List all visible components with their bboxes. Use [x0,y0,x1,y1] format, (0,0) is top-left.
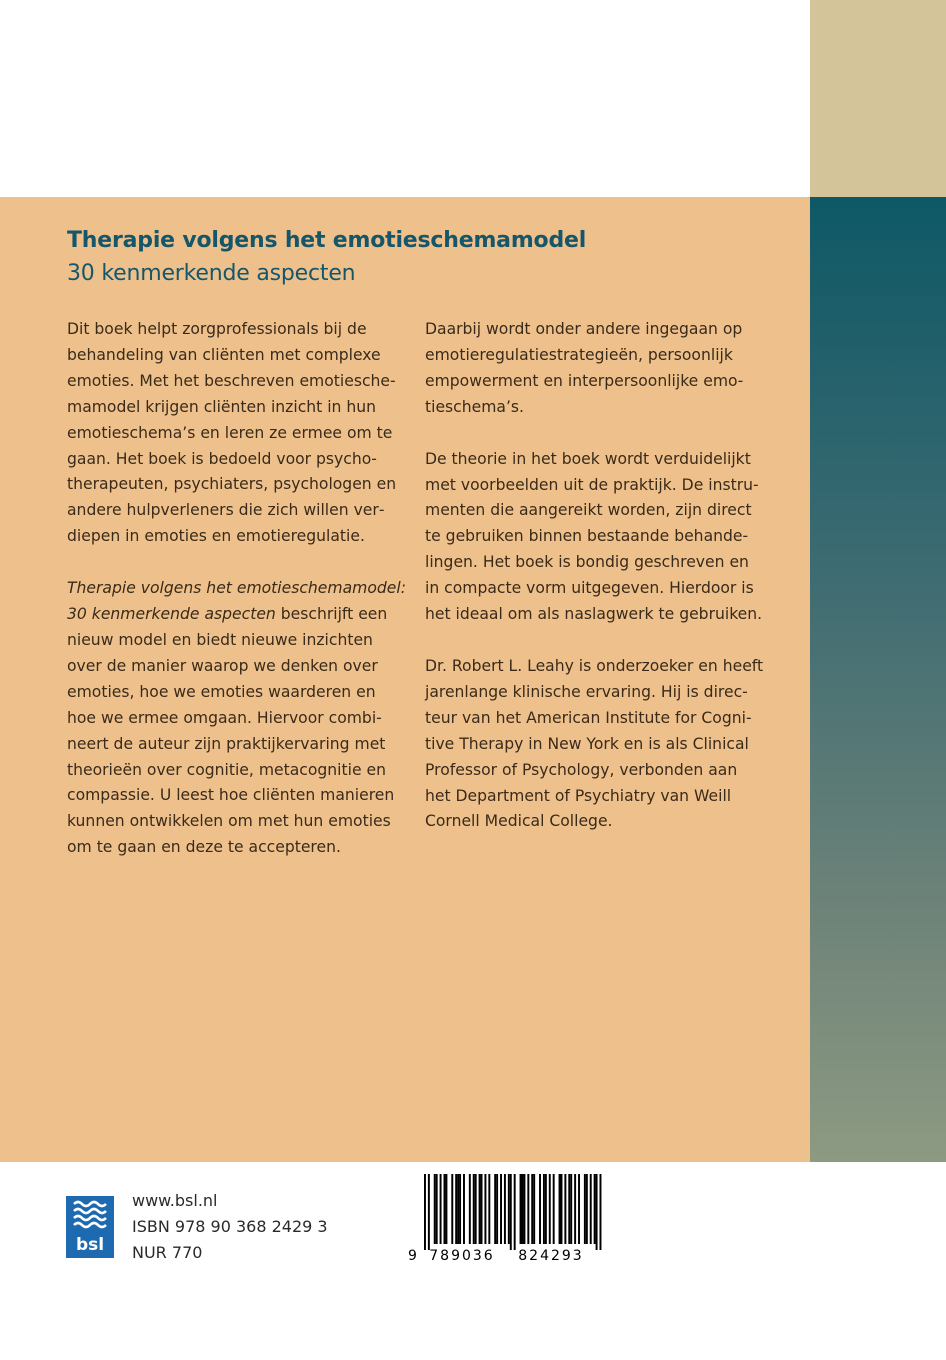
barcode-bar [584,1174,586,1244]
barcode-bar [520,1174,522,1244]
barcode-bar [600,1174,602,1250]
barcode-bar [469,1174,471,1244]
barcode-bar [451,1174,453,1244]
bsl-logo-waves-icon [66,1196,114,1236]
publisher-website: www.bsl.nl [132,1191,218,1210]
barcode-bar [494,1174,496,1244]
isbn-barcode [404,1172,604,1266]
right-paragraph-2: De theorie in het boek wordt verduidelijkt met voorbeelden uit de praktijk. De instrumenten die aangereikt worden, zijn direct te gebruiken binnen bestaande behandelingen. Het boek is bondig geschreven en in compacte vorm uitgegeven. Hierdoor is het ideaal om als naslagwerk te gebruiken. [425,449,763,624]
right-text-column [425,317,765,861]
barcode-bar [504,1174,506,1244]
barcode-bar [455,1174,457,1244]
barcode-bar [508,1174,510,1244]
left-paragraph-2 [67,576,407,861]
barcode-bar [473,1174,475,1244]
right-tan-block [810,0,946,197]
barcode-bar [459,1174,461,1244]
nur-code: NUR 770 [132,1243,203,1262]
barcode-bar [564,1174,566,1244]
publisher-info [132,1188,328,1266]
barcode-bar [444,1174,446,1244]
barcode-bar [500,1174,502,1244]
barcode-bar [445,1174,447,1244]
right-gradient-band [810,197,946,1162]
barcode-bar [514,1174,516,1250]
barcode-bar [596,1174,598,1250]
barcode-bar [539,1174,541,1244]
italic-book-title: Therapie volgens het emotieschemamodel: 30 kenmerkende aspecten [67,579,406,624]
barcode-bar [559,1174,561,1244]
barcode-bar [475,1174,477,1244]
barcode-bar [428,1174,430,1250]
barcode-bar [424,1174,426,1250]
barcode-bar [543,1174,545,1244]
barcode-first-digit: 9 [408,1248,417,1264]
barcode-bar [479,1174,481,1244]
right-paragraph-1: Daarbij wordt onder andere ingegaan op emotieregulatiestrategieën, persoonlijk empowerment en interpersoonlijke emotieschema’s. [425,320,744,416]
barcode-bar [533,1174,535,1244]
bsl-logo-text: bsl [75,1235,105,1255]
bsl-logo [66,1196,114,1258]
top-white-area [0,0,810,197]
barcode-bar [568,1174,570,1244]
barcode-bar [434,1174,436,1244]
barcode-bar [549,1174,551,1244]
barcode-bar [488,1174,490,1244]
barcode-group-2: 824293 [518,1248,584,1264]
barcode-bar [522,1174,524,1244]
barcode-bar [594,1174,596,1244]
barcode-bar [590,1174,592,1244]
barcode-bar [531,1174,533,1244]
barcode-group-1: 789036 [429,1248,495,1264]
barcode-bar [484,1174,486,1244]
barcode-bar [553,1174,555,1244]
book-subtitle: 30 kenmerkende aspecten [67,261,356,286]
barcode-bars [424,1174,601,1250]
barcode-bar [463,1174,465,1244]
left-paragraph-2-rest: beschrijft een nieuw model en biedt nieuwe inzichten over de manier waarop we denken over emoties, hoe we emoties waarderen en hoe we ermee omgaan. Hiervoor combineert de auteur zijn praktijkervaring met theorieën over cognitie, metacognitie en compassie. U leest hoe cliënten manieren kunnen ontwikkelen om met hun emoties om te gaan en deze te accepteren. [67,605,395,857]
book-title: Therapie volgens het emotieschemamodel [67,228,587,253]
barcode-bar [586,1174,588,1244]
left-paragraph-1: Dit boek helpt zorgprofessionals bij de behandeling van cliënten met complexe emoties. Met het beschreven emotieschemamodel krijgen cliënten inzicht in hun emotieschema’s en leren ze ermee om te gaan. Het boek is bedoeld voor psychotherapeuten, psychiaters, psychologen en andere hulpverleners die zich willen verdiepen in emoties en emotieregulatie. [67,320,397,546]
barcode-bar [510,1174,512,1250]
barcode-bar [457,1174,459,1244]
barcode-bar [496,1174,498,1244]
barcode-bar [523,1174,525,1244]
barcode-bar [578,1174,580,1244]
isbn-text: ISBN 978 90 368 2429 3 [132,1217,328,1236]
barcode-bar [527,1174,529,1244]
right-paragraph-3: Dr. Robert L. Leahy is onderzoeker en heeft jarenlange klinische ervaring. Hij is directeur van het American Institute for Cognitive Therapy in New York en is als Clinical Professor of Psychology, verbonden aan het Department of Psychiatry van Weill Cornell Medical College. [425,656,764,831]
left-text-column [67,317,407,887]
barcode-bar [440,1174,442,1244]
barcode-bar [545,1174,547,1244]
barcode-bar [570,1174,572,1244]
barcode-bar [561,1174,563,1244]
barcode-bar [574,1174,576,1244]
barcode-bar [481,1174,483,1244]
barcode-bar [436,1174,438,1244]
